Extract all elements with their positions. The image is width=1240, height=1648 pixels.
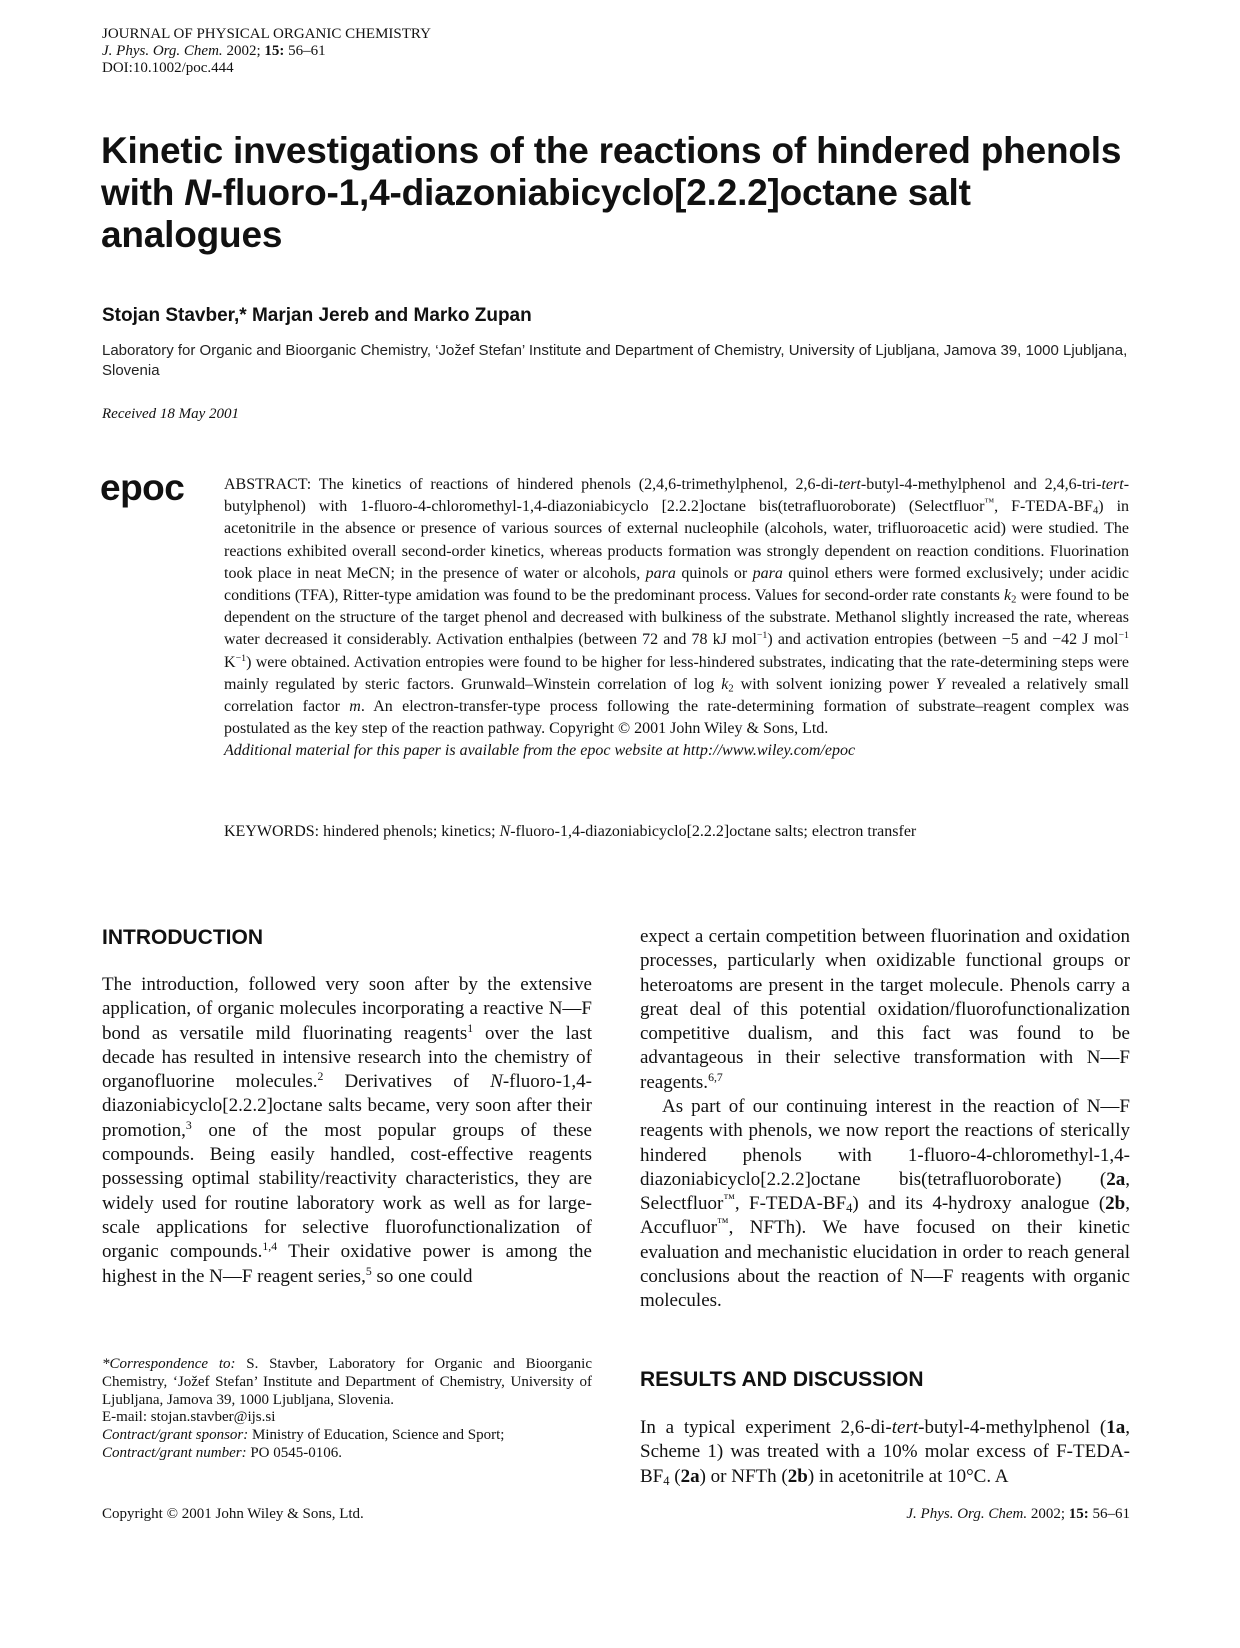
abstract-text: quinols or <box>675 564 753 582</box>
body-text: -butyl-4-methylphenol ( <box>918 1417 1107 1438</box>
abstract-text: K <box>224 653 236 671</box>
abstract-text: quinol ethers were formed exclusively; under acidic conditions (TFA), Ritter-type amidation was found to be the predominant process. Values for second-order rate constants <box>224 564 1130 605</box>
title-part-2: -fluoro-1,4-diazoniabicyclo[2.2.2]octane salt analogues <box>101 172 971 255</box>
body-italic: N <box>490 1071 503 1093</box>
keywords <box>224 822 1129 842</box>
abstract-text: ) in acetonitrile in the absence or presence of various sources of external nucleophile (alcohols, water, trifluoroacetic acid) were studied. The reactions exhibited overall second-order kinetics, whereas products formation was strongly dependent on reaction conditions. Fluorination took place in neat MeCN; in the presence of water or alcohols, <box>224 498 1130 582</box>
superscript: −1 <box>1118 630 1130 642</box>
section-heading-results: RESULTS AND DISCUSSION <box>640 1368 924 1391</box>
section-heading-introduction: INTRODUCTION <box>102 926 263 949</box>
authors: Stojan Stavber,* Marjan Jereb and Marko Zupan <box>102 305 532 326</box>
footnote-text: PO 0545-0106. <box>246 1444 343 1461</box>
keywords-italic: N <box>499 823 511 840</box>
trademark-symbol: ™ <box>723 1192 735 1206</box>
body-text: ) or NFTh ( <box>699 1465 788 1487</box>
body-text: The introduction, followed very soon after by the extensive application, of organic molecules incorporating a reactive N—F bond as versatile mild fluorinating reagents <box>102 974 592 1044</box>
body-text: expect a certain competition between fluorination and oxidation processes, particularly when oxidizable functional groups or heteroatoms are present in the target molecule. Phenols carry a great deal of this potential oxidation/fluorofunctionalization competitive dualism, and this fact was found to be advantageous in their selective transformation with N—F reagents. <box>640 926 1130 1093</box>
subscript: 4 <box>846 1201 853 1216</box>
abstract-text: were found to be dependent on the structure of the target phenol and decreased with bulkiness of the substrate. Methanol slightly increased the rate, whereas water decreased it considerably. Activation enthalpies (between 72 and 78 kJ mol <box>224 587 1129 649</box>
footnote-label: Contract/grant sponsor: <box>102 1427 249 1444</box>
body-text: -fluoro-1,4-diazoniabicyclo[2.2.2]octane salts became, very soon after their promotion, <box>102 1071 592 1141</box>
intro-paragraph-2 <box>640 1095 1130 1314</box>
journal-header <box>102 26 431 77</box>
citation-year: 2002; <box>226 43 261 59</box>
body-text: , Accufluor <box>640 1193 1130 1239</box>
abstract-text: -butyl-4-methylphenol and 2,4,6-tri- <box>860 476 1102 493</box>
body-text: ) in acetonitrile at 10°C. A <box>807 1465 1009 1487</box>
footnote-email: E-mail: stojan.stavber@ijs.si <box>102 1409 276 1426</box>
compound-label: 2b <box>1105 1193 1126 1215</box>
abstract-text: revealed a relatively small correlation factor <box>224 675 1129 716</box>
footer-pages: 56–61 <box>1088 1506 1130 1522</box>
reference-marker: 6,7 <box>708 1070 723 1084</box>
citation <box>102 43 431 60</box>
abstract-text: ) and activation entropies (between −5 and −42 J mol <box>767 631 1119 649</box>
compound-label: 2b <box>787 1465 808 1487</box>
journal-name: JOURNAL OF PHYSICAL ORGANIC CHEMISTRY <box>102 26 431 42</box>
doi: DOI:10.1002/poc.444 <box>102 60 234 76</box>
received-date: Received 18 May 2001 <box>102 406 240 422</box>
intro-paragraph-1 <box>102 973 592 1289</box>
trademark-symbol: ™ <box>984 497 995 509</box>
body-text: Their oxidative power is among the highest in the N—F reagent series, <box>102 1241 592 1287</box>
footer-copyright: Copyright © 2001 John Wiley & Sons, Ltd. <box>102 1506 364 1522</box>
abstract-text: , F-TEDA-BF <box>994 498 1093 516</box>
subscript: 4 <box>663 1473 670 1488</box>
abstract-text: with solvent ionizing power <box>733 675 936 693</box>
abstract-text: ) were obtained. Activation entropies were found to be higher for less-hindered substrates, indicating that the rate-determining steps were mainly regulated by steric factors. Grunwald–Winstein correlation of log <box>224 653 1129 693</box>
citation-journal: J. Phys. Org. Chem. <box>102 43 223 59</box>
title-part-1: Kinetic investigations of the reactions of hindered phenols with <box>101 130 1122 213</box>
body-text: In a typical experiment 2,6-di- <box>640 1417 892 1438</box>
body-text: As part of our continuing interest in the reaction of N—F reagents with phenols, we now report the reactions of sterically hindered phenols with 1-fluoro-4-chloromethyl-1,4-diazoniabicyclo[2.2.2]octane bis(tetrafluoroborate) ( <box>640 1096 1130 1190</box>
body-text: one of the most popular groups of these compounds. Being easily handled, cost-effective reagents possessing optimal stability/reactivity characteristics, they are widely used for routine laboratory work as well as for large-scale applications for selective fluorofunctionalization of organic compounds. <box>102 1119 592 1263</box>
keywords-text: KEYWORDS: hindered phenols; kinetics; <box>224 823 500 840</box>
affiliation: Laboratory for Organic and Bioorganic Chemistry, ‘Jožef Stefan’ Institute and Department of Chemistry, University of Ljubljana, Jamova 39, 1000 Ljubljana, Slovenia <box>102 342 1128 379</box>
correspondence-footnote <box>102 1356 592 1463</box>
body-text: , Scheme 1) was treated with a 10% molar excess of F-TEDA-BF <box>640 1417 1131 1487</box>
abstract-text: -butylphenol) with 1-fluoro-4-chloromethyl-1,4-diazoniabicyclo [2.2.2]octane bis(tetrafluoroborate) (Selectfluor <box>224 476 1130 516</box>
title-italic-n: N <box>184 172 211 213</box>
abstract-italic: m <box>349 698 361 716</box>
body-text: so one could <box>371 1265 473 1287</box>
body-text: over the last decade has resulted in intensive research into the chemistry of organofluorine molecules. <box>102 1022 593 1093</box>
keywords-text: -fluoro-1,4-diazoniabicyclo[2.2.2]octane salts; electron transfer <box>510 823 917 840</box>
abstract-italic: para <box>752 564 783 582</box>
footer-year: 2002; <box>1027 1506 1069 1522</box>
subscript: 2 <box>1011 594 1017 606</box>
superscript: −1 <box>235 652 247 664</box>
compound-label: 2a <box>1106 1168 1126 1190</box>
footnote-text: S. Stavber, Laboratory for Organic and Bioorganic Chemistry, ‘Jožef Stefan’ Institute and Department of Chemistry, University of Ljubljana, Jamova 39, 1000 Ljubljana, Slovenia. <box>102 1356 592 1408</box>
reference-marker: 5 <box>365 1264 372 1278</box>
subscript: 4 <box>1092 505 1099 517</box>
supplementary-note: Additional material for this paper is available from the epoc website at http://www.wiley.com/epoc <box>224 742 856 760</box>
reference-marker: 2 <box>317 1070 324 1084</box>
body-italic: tert <box>891 1417 919 1438</box>
citation-volume: 15: <box>264 43 285 59</box>
abstract-text: . An electron-transfer-type process following the rate-determining formation of substrate–reagent complex was postulated as the key step of the reaction pathway. Copyright © 2001 John Wiley & Sons, Ltd. <box>224 698 1129 738</box>
body-text: ) and its 4-hydroxy analogue ( <box>852 1193 1106 1215</box>
abstract-italic: k <box>1004 587 1012 605</box>
results-paragraph-1 <box>640 1416 1130 1489</box>
intro-paragraph-1-continued <box>640 925 1130 1095</box>
paper-title <box>101 130 1141 256</box>
body-text: Derivatives of <box>323 1071 491 1093</box>
footer-citation <box>740 1506 1130 1523</box>
reference-marker: 1,4 <box>262 1240 278 1254</box>
abstract-text: ABSTRACT: The kinetics of reactions of hindered phenols (2,4,6-trimethylphenol, 2,6-di- <box>224 476 839 493</box>
body-text: , F-TEDA-BF <box>734 1193 847 1215</box>
compound-label: 2a <box>680 1465 700 1487</box>
footer-volume: 15: <box>1068 1506 1089 1522</box>
superscript: −1 <box>756 630 768 642</box>
subscript: 2 <box>728 683 734 695</box>
abstract-italic: Y <box>935 675 945 693</box>
abstract <box>224 474 1129 763</box>
reference-marker: 1 <box>467 1021 474 1035</box>
epoc-logo: epoc <box>100 467 185 508</box>
footer-journal: J. Phys. Org. Chem. <box>906 1506 1028 1522</box>
body-text: , Selectfluor <box>640 1168 1130 1215</box>
trademark-symbol: ™ <box>717 1216 729 1230</box>
body-text: , NFTh). We have focused on their kinetic evaluation and mechanistic elucidation in order to reach general conclusions about the reaction of N—F reagents with organic molecules. <box>640 1217 1130 1312</box>
abstract-italic: k <box>721 675 729 693</box>
reference-marker: 3 <box>185 1118 192 1132</box>
citation-pages: 56–61 <box>288 43 326 59</box>
footnote-text: Ministry of Education, Science and Sport; <box>248 1427 505 1444</box>
footnote-label: Contract/grant number: <box>102 1444 247 1461</box>
body-text: ( <box>669 1465 681 1487</box>
abstract-italic: tert <box>838 476 861 493</box>
abstract-italic: tert <box>1101 476 1124 493</box>
compound-label: 1a <box>1106 1417 1126 1438</box>
abstract-italic: para <box>645 564 676 582</box>
footnote-label: *Correspondence to: <box>102 1356 236 1372</box>
